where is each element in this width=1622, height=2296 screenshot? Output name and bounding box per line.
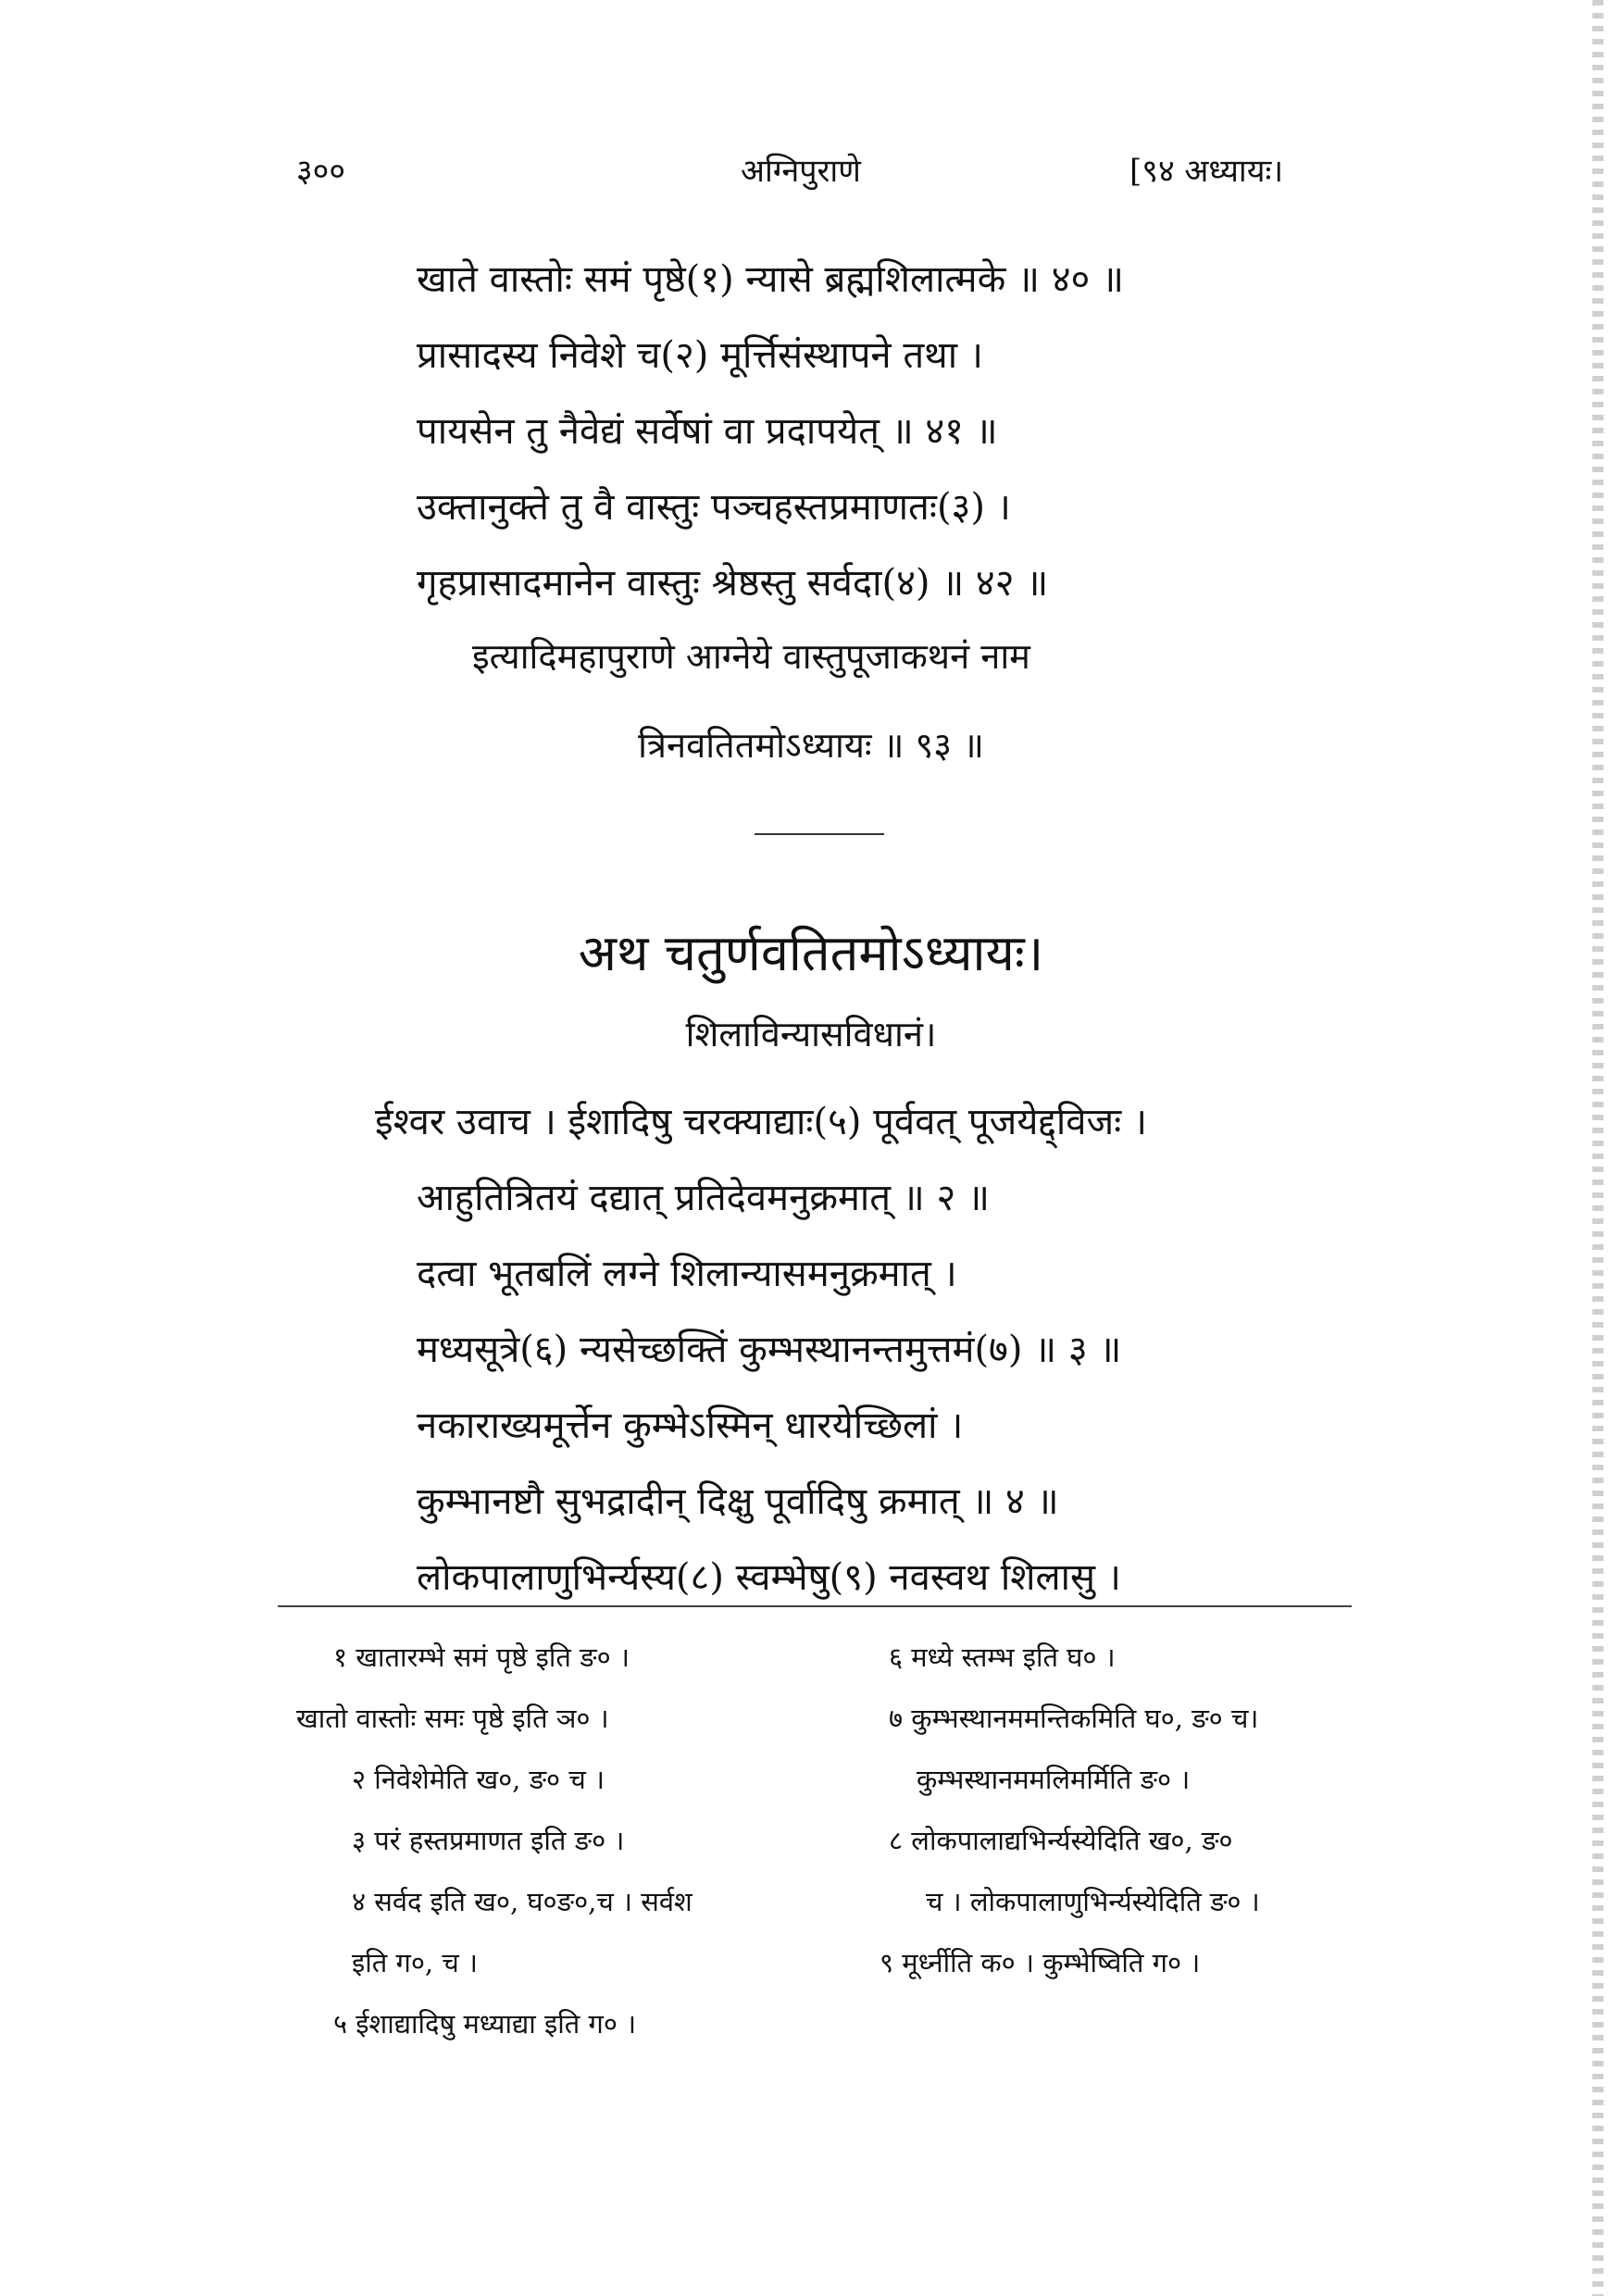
verse-line: खाते वास्तोः समं पृष्ठे(१) न्यासे ब्रह्मशिलात्मके ॥ ४० ॥ xyxy=(417,258,1124,301)
verse-line: कुम्भानष्टौ सुभद्रादीन् दिक्षु पूर्वादिषु क्रमात् ॥ ४ ॥ xyxy=(417,1480,1059,1523)
footnote-left: खातो वास्तोः समः पृष्ठे इति ञ० । xyxy=(296,1703,609,1734)
verse-line: मध्यसूत्रे(६) न्यसेच्छक्तिं कुम्भस्थानन्तमुत्तमं(७) ॥ ३ ॥ xyxy=(417,1329,1122,1371)
verse-line: उक्तानुक्ते तु वै वास्तुः पञ्चहस्तप्रमाणतः(३) । xyxy=(417,486,1011,529)
footnote-left: इति ग०, च । xyxy=(352,1947,478,1978)
scan-edge-shadow xyxy=(1592,0,1603,2296)
running-header xyxy=(0,148,1622,204)
footnote-right: च । लोकपालाणुभिर्न्यस्येदिति ङ० । xyxy=(926,1886,1260,1917)
section-divider xyxy=(755,833,884,835)
verse-line: आहुतित्रितयं दद्यात् प्रतिदेवमनुक्रमात् ॥ २ ॥ xyxy=(417,1177,990,1219)
footnote-right: ६ मध्ये स्तम्भ इति घ० । xyxy=(889,1641,1116,1673)
verse-line: नकाराख्यमूर्त्तेन कुम्भेऽस्मिन् धारयेच्छिलां । xyxy=(417,1404,964,1447)
footnote-right: ९ मूर्ध्नीति क० । कुम्भेष्विति ग० । xyxy=(880,1947,1201,1978)
footnote-left: ३ परं हस्तप्रमाणत इति ङ० । xyxy=(352,1825,625,1856)
verse-line: दत्वा भूतबलिं लग्ने शिलान्यासमनुक्रमात् । xyxy=(417,1253,957,1295)
footnote-right: कुम्भस्थानममलिमर्मिति ङ० । xyxy=(917,1764,1191,1795)
footnote-left: १ खातारम्भे समं पृष्ठे इति ङ० । xyxy=(333,1641,630,1673)
footnote-left: ५ ईशाद्यादिषु मध्याद्या इति ग० । xyxy=(333,2008,637,2040)
chapter-subheading: शिलाविन्यासविधानं। xyxy=(685,1014,937,1054)
book-title: अग्निपुराणे xyxy=(741,153,861,190)
footnote-left: ४ सर्वद इति ख०, घ०ङ०,च । सर्वश xyxy=(352,1886,692,1917)
chapter-indicator: [९४ अध्यायः। xyxy=(1129,153,1284,190)
footnote-separator xyxy=(278,1605,1352,1607)
colophon-line: इत्यादिमहापुराणे आग्नेये वास्तुपूजाकथनं नाम xyxy=(472,636,1030,677)
verse-line: ईश्वर उवाच । ईशादिषु चरक्याद्याः(५) पूर्ववत् पूजयेद्द्विजः । xyxy=(375,1101,1148,1143)
page-number: ३०० xyxy=(296,153,346,190)
footnote-right: ७ कुम्भस्थानममन्तिकमिति घ०, ङ० च। xyxy=(889,1703,1259,1734)
verse-line: प्रासादस्य निवेशे च(२) मूर्त्तिसंस्थापने तथा । xyxy=(417,334,983,377)
colophon-chapter-end: त्रिनवतितमोऽध्यायः ॥ ९३ ॥ xyxy=(638,725,984,766)
chapter-heading: अथ चतुर्णवतितमोऽध्यायः। xyxy=(578,924,1044,982)
verse-line: पायसेन तु नैवेद्यं सर्वेषां वा प्रदापयेत् ॥ ४१ ॥ xyxy=(417,410,998,453)
verse-line: लोकपालाणुभिर्न्यस्य(८) स्वम्भेषु(९) नवस्वथ शिलासु । xyxy=(417,1556,1121,1599)
footnote-right: ८ लोकपालाद्यभिर्न्यस्येदिति ख०, ङ० xyxy=(889,1825,1233,1856)
verse-line: गृहप्रासादमानेन वास्तुः श्रेष्ठस्तु सर्वदा(४) ॥ ४२ ॥ xyxy=(417,562,1049,605)
footnote-left: २ निवेशेमेति ख०, ङ० च । xyxy=(352,1764,605,1795)
